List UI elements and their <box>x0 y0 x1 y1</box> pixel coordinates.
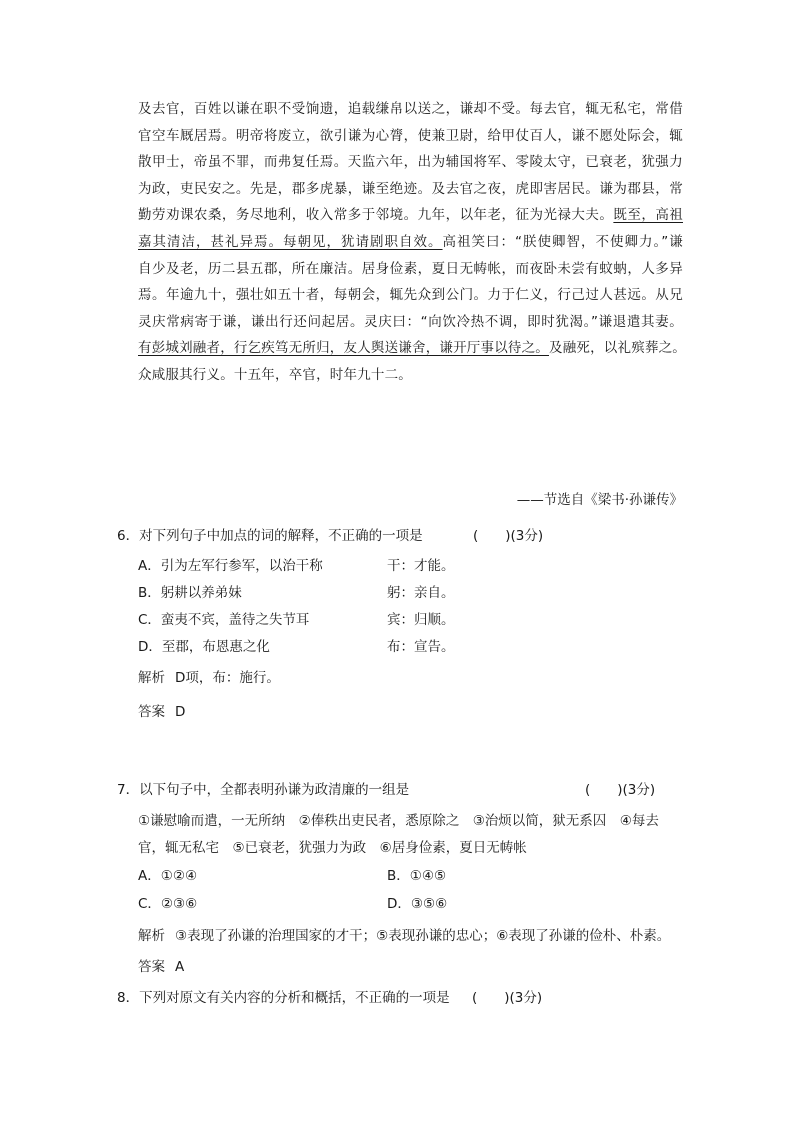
passage-line <box>138 362 683 389</box>
passage-line <box>138 96 683 123</box>
passage-line <box>138 335 686 362</box>
question-7-score: ( )(3分) <box>585 782 656 798</box>
question-8-title: 8．下列对原文有关内容的分析和概括，不正确的一项是 <box>117 990 450 1006</box>
q6-option-b: B．躬耕以养弟妹 <box>138 585 242 601</box>
q7-option-d: D．③⑤⑥ <box>387 896 448 912</box>
q7-stem-line-2: 官，辄无私宅 ⑤已衰老，犹强力为政 ⑥居身俭素，夏日无帱帐 <box>138 840 527 856</box>
q7-stem-line-1: ①谦慰喻而遣，一无所纳 ②俸秩出吏民者，悉原除之 ③治烦以简，狱无系囚 ④每去 <box>138 813 659 829</box>
q7-option-a: A．①②④ <box>138 868 198 884</box>
q6-answer-text: D <box>175 704 186 720</box>
passage-line <box>138 309 683 336</box>
passage-line <box>138 123 683 150</box>
q6-option-d: D．至郡，布恩惠之化 <box>138 639 270 655</box>
q6-analysis-label: 解析 <box>138 670 165 686</box>
passage-text: 众咸服其行义。十五年，卒官，时年九十二。 <box>138 366 412 383</box>
question-6-title: 6．对下列句子中加点的词的解释，不正确的一项是 <box>117 528 423 544</box>
q6-option-a: A．引为左军行参军，以治干称 <box>138 558 323 574</box>
underlined-text: 既至，高祖 <box>613 207 683 224</box>
q6-answer-label: 答案 <box>138 704 165 720</box>
passage-line <box>138 256 683 283</box>
q7-answer-text: A <box>175 959 185 975</box>
passage-line <box>138 282 683 309</box>
passage-line <box>138 149 683 176</box>
q6-analysis-text: D项，布：施行。 <box>175 670 280 686</box>
q6-answer <box>138 702 185 722</box>
passage-source: ——节选自《梁书·孙谦传》 <box>516 492 683 508</box>
q7-analysis-label: 解析 <box>138 928 165 944</box>
question-6-score: ( )(3分) <box>473 528 544 544</box>
passage-text: 官空车厩居焉。明帝将废立，欲引谦为心膂，使兼卫尉，给甲仗百人，谦不愿处际会，辄 <box>138 127 683 144</box>
q7-analysis-text: ③表现了孙谦的治理国家的才干；⑤表现孙谦的忠心；⑥表现了孙谦的俭朴、朴素。 <box>175 928 671 944</box>
q7-answer <box>138 957 184 977</box>
passage <box>138 96 686 389</box>
q6-option-a-gloss: 干：才能。 <box>387 558 455 574</box>
passage-text: 焉。年逾九十，强壮如五十者，每朝会，辄先众到公门。力于仁义，行己过人甚远。从兄 <box>138 287 683 304</box>
passage-text: 及去官，百姓以谦在职不受饷遗，追载缣帛以送之，谦却不受。每去官，辄无私宅，常借 <box>138 101 683 117</box>
passage-line <box>138 202 683 229</box>
passage-text: 散甲士，帝虽不罪，而弗复任焉。天监六年，出为辅国将军、零陵太守，已衰老，犹强力 <box>138 154 683 171</box>
passage-line <box>138 229 683 256</box>
q7-analysis <box>138 926 670 946</box>
passage-line <box>138 176 683 203</box>
underlined-text: 有彭城刘融者，行乞疾笃无所归，友人舆送谦舍，谦开厅事以待之。 <box>138 340 549 357</box>
q6-option-b-gloss: 躬：亲自。 <box>387 585 455 601</box>
underlined-text: 嘉其清洁，甚礼异焉。每朝见，犹请剧职自效。 <box>138 233 443 250</box>
question-8-score: ( )(3分) <box>472 990 543 1006</box>
q6-analysis <box>138 668 280 688</box>
q6-option-c: C．蛮夷不宾，盖待之失节耳 <box>138 612 310 628</box>
passage-text: 及融死，以礼殡葬之。 <box>549 340 686 357</box>
q7-answer-label: 答案 <box>138 959 165 975</box>
q6-option-d-gloss: 布：宣告。 <box>387 639 455 655</box>
passage-text: 自少及老，历二县五郡，所在廉洁。居身俭素，夏日无帱帐，而夜卧未尝有蚊蚋，人多异 <box>138 260 683 277</box>
question-7-title: 7．以下句子中，全都表明孙谦为政清廉的一组是 <box>117 782 410 798</box>
q7-option-c: C．②③⑥ <box>138 896 198 912</box>
passage-text: 为政，吏民安之。先是，郡多虎暴，谦至绝迹。及去官之夜，虎即害居民。谦为郡县，常 <box>138 180 683 197</box>
passage-text: 高祖笑曰：“朕使卿智，不使卿力。”谦 <box>442 233 683 250</box>
q6-option-c-gloss: 宾：归顺。 <box>387 612 455 628</box>
passage-text: 勤劳劝课农桑，务尽地利，收入常多于邻境。九年，以年老，征为光禄大夫。 <box>138 207 614 224</box>
q7-option-b: B．①④⑤ <box>387 868 447 884</box>
passage-text: 灵庆常病寄于谦，谦出行还问起居。灵庆曰：“向饮冷热不调，即时犹渴。”谦退遣其妻。 <box>138 313 683 330</box>
